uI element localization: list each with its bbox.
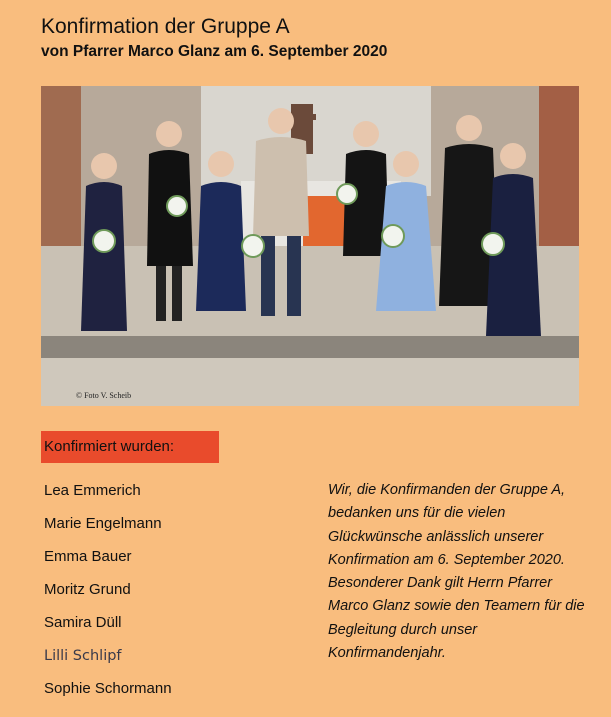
confirmands-list (44, 481, 172, 712)
page-title: Konfirmation der Gruppe A (41, 15, 290, 38)
list-item: Emma Bauer (44, 548, 132, 565)
list-item: Lea Emmerich (44, 482, 141, 499)
list-item: Sophie Schormann (44, 680, 172, 697)
photo-credit: © Foto V. Scheib (76, 391, 132, 400)
list-item: Lilli Schlipf (44, 648, 122, 664)
group-photo-illustration (41, 86, 579, 406)
list-item: Samira Düll (44, 614, 122, 631)
group-photo (41, 86, 579, 406)
list-item: Marie Engelmann (44, 515, 162, 532)
confirmands-heading: Konfirmiert wurden: (41, 431, 219, 463)
page-subtitle: von Pfarrer Marco Glanz am 6. September 2020 (41, 43, 388, 60)
thanks-message: Wir, die Konfirmanden der Gruppe A, bedanken uns für die vielen Glückwünsche anlässlich unserer Konfirmation am 6. September 2020. Besonderer Dank gilt Herrn Pfarrer Marco Glanz sowie den Teamern für die Begleitung durch unser Konfirmandenjahr. (328, 482, 585, 662)
list-item: Moritz Grund (44, 581, 131, 598)
